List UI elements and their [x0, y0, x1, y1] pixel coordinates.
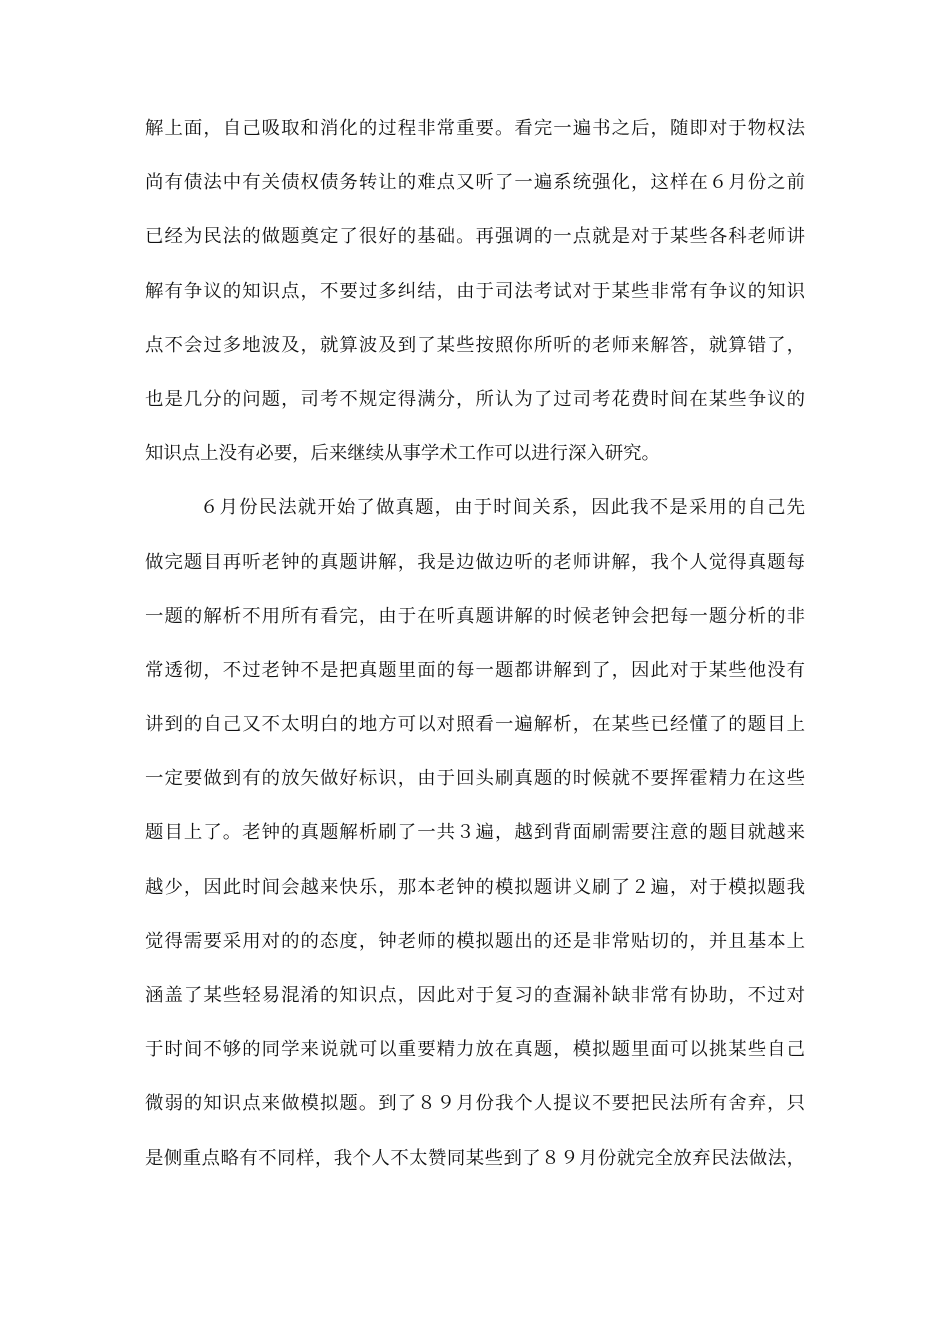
text-line: 于时间不够的同学来说就可以重要精力放在真题，模拟题里面可以挑某些自己 — [145, 1039, 805, 1061]
text-line: 解有争议的知识点，不要过多纠结，由于司法考试对于某些非常有争议的知识 — [145, 280, 805, 302]
text-line: 讲到的自己又不太明白的地方可以对照看一遍解析，在某些已经懂了的题目上 — [145, 714, 805, 736]
text-line: 常透彻，不过老钟不是把真题里面的每一题都讲解到了，因此对于某些他没有 — [145, 659, 805, 681]
body-text — [145, 109, 805, 1193]
text-line: 题目上了。老钟的真题解析刷了一共３遍，越到背面刷需要注意的题目就越来 — [145, 822, 805, 844]
text-line: 微弱的知识点来做模拟题。到了８９月份我个人提议不要把民法所有舍弃，只 — [145, 1093, 805, 1115]
text-line: 点不会过多地波及，就算波及到了某些按照你所听的老师来解答，就算错了， — [145, 334, 805, 356]
text-line: 尚有债法中有关债权债务转让的难点又听了一遍系统强化，这样在６月份之前 — [145, 172, 805, 194]
text-line: 也是几分的问题，司考不规定得满分，所认为了过司考花费时间在某些争议的 — [145, 388, 805, 410]
text-line: 解上面，自己吸取和消化的过程非常重要。看完一遍书之后，随即对于物权法 — [145, 118, 805, 139]
text-line: 一题的解析不用所有看完，由于在听真题讲解的时候老钟会把每一题分析的非 — [145, 605, 805, 627]
text-line: 知识点上没有必要，后来继续从事学术工作可以进行深入研究。 — [145, 443, 660, 465]
text-line: 觉得需要采用对的的态度，钟老师的模拟题出的还是非常贴切的，并且基本上 — [145, 930, 805, 952]
text-line: 涵盖了某些轻易混淆的知识点，因此对于复习的查漏补缺非常有协助，不过对 — [145, 985, 805, 1006]
text-line: 已经为民法的做题奠定了很好的基础。再强调的一点就是对于某些各科老师讲 — [145, 226, 805, 248]
text-line: 是侧重点略有不同样，我个人不太赞同某些到了８９月份就完全放弃民法做法， — [145, 1147, 805, 1169]
text-line: 做完题目再听老钟的真题讲解，我是边做边听的老师讲解，我个人觉得真题每 — [145, 551, 805, 573]
paragraph-first-line: ６月份民法就开始了做真题，由于时间关系，因此我不是采用的自己先 — [200, 497, 805, 519]
text-line: 一定要做到有的放矢做好标识，由于回头刷真题的时候就不要挥霍精力在这些 — [145, 768, 805, 790]
text-line: 越少，因此时间会越来快乐，那本老钟的模拟题讲义刷了２遍，对于模拟题我 — [145, 876, 805, 898]
